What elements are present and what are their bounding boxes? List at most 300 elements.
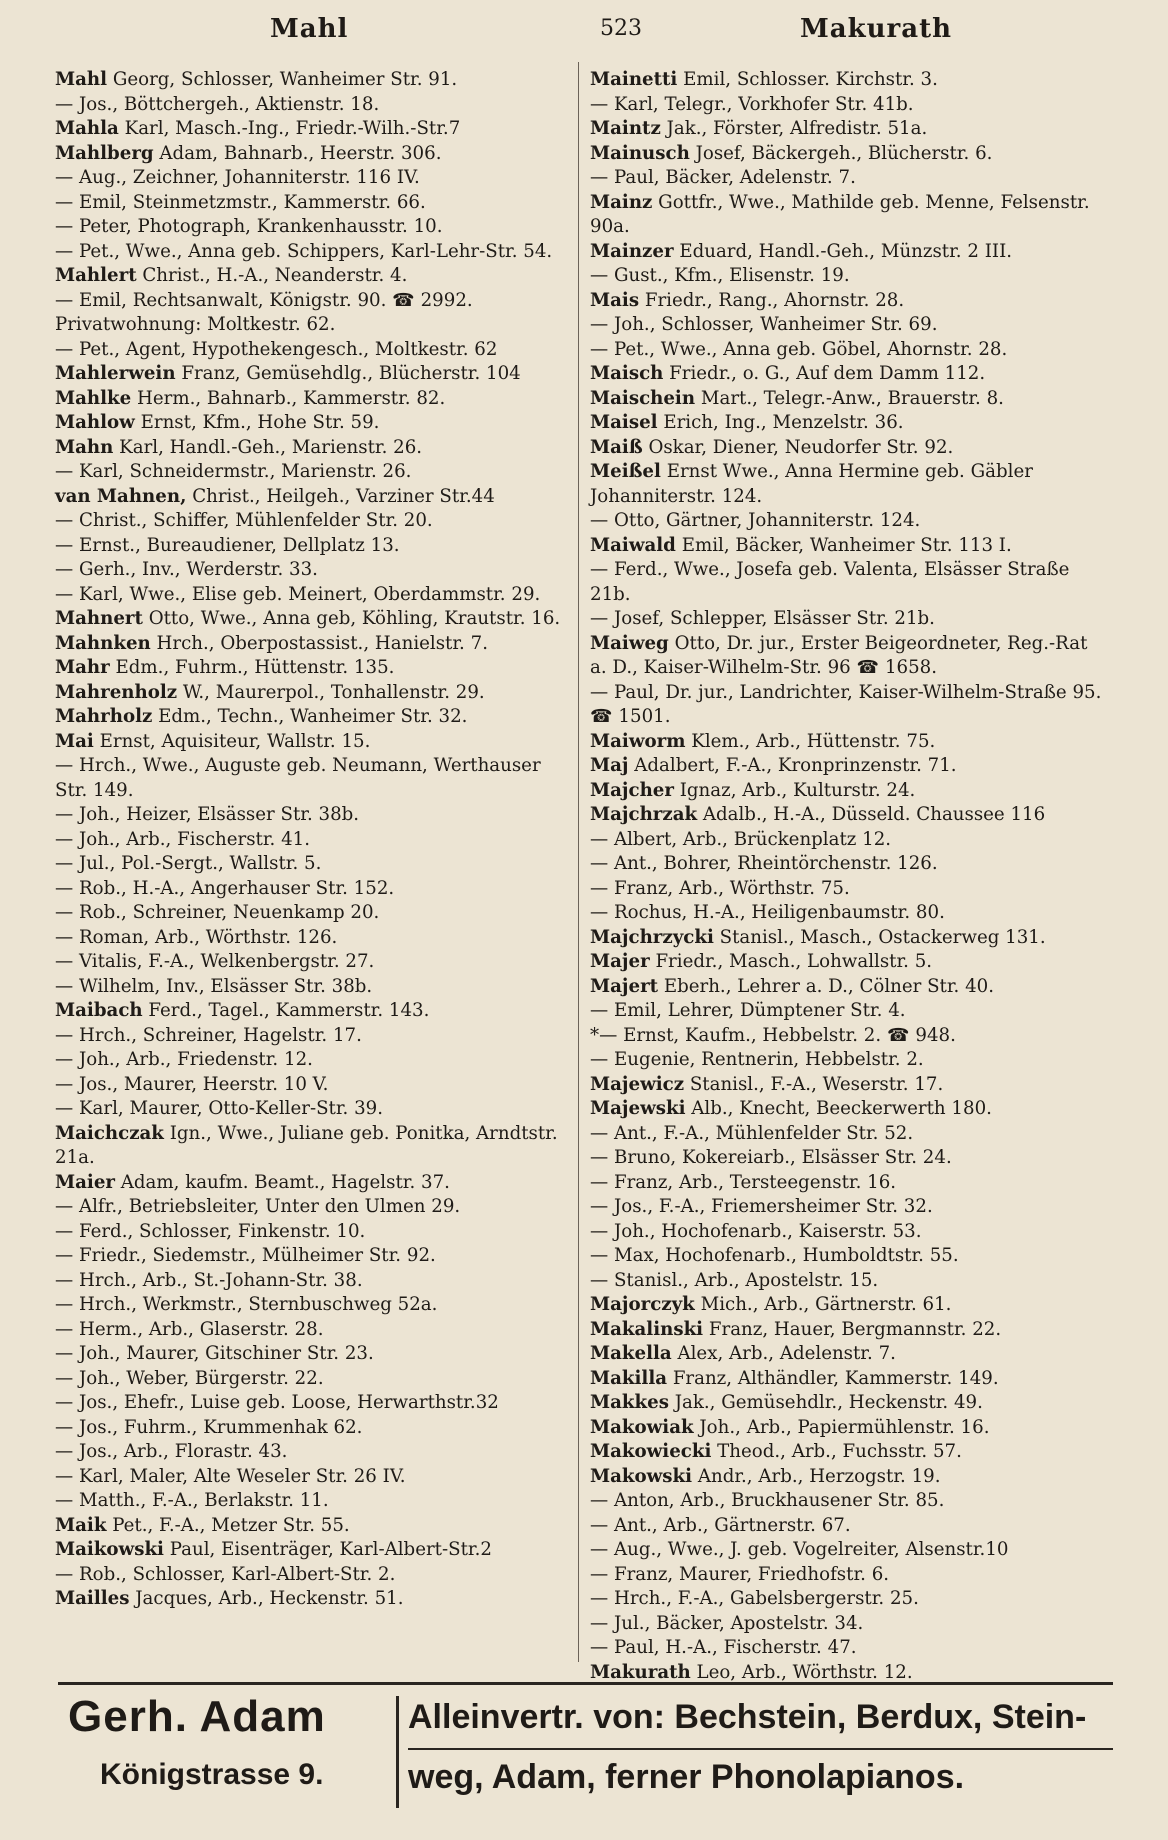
directory-entry	[55, 583, 570, 608]
entry-details: — Wilhelm, Inv., Elsässer Str. 38b.	[55, 975, 373, 997]
entry-details: Jacques, Arb., Heckenstr. 51.	[129, 1588, 404, 1609]
directory-entry	[55, 215, 570, 240]
directory-entry	[55, 1440, 570, 1465]
page-number: 523	[600, 16, 642, 41]
entry-surname: Makalinski	[590, 1318, 704, 1340]
directory-entry	[55, 142, 570, 167]
directory-entry	[590, 950, 1105, 975]
entry-surname: Makowski	[590, 1465, 693, 1487]
entry-surname: Makella	[590, 1343, 672, 1364]
entry-surname: Maikowski	[55, 1539, 164, 1560]
directory-entry	[590, 558, 1105, 607]
directory-entry	[590, 1514, 1105, 1539]
entry-details: — Ernst., Bureaudiener, Dellplatz 13.	[55, 534, 400, 556]
directory-entry	[55, 1538, 570, 1563]
directory-entry	[590, 1195, 1105, 1220]
directory-entry	[55, 436, 570, 461]
entry-details: — Hrch., F.-A., Gabelsbergerstr. 25.	[590, 1588, 919, 1609]
entry-surname: Maisch	[590, 363, 664, 384]
entry-details: Ernst Wwe., Anna Hermine geb. Gäbler Johanniterstr. 124.	[590, 461, 1033, 507]
entry-surname: Mahl	[55, 69, 108, 90]
directory-entry	[55, 1244, 570, 1269]
directory-entry	[55, 1391, 570, 1416]
directory-entry	[55, 93, 570, 118]
directory-entry	[55, 1293, 570, 1318]
directory-entry	[590, 1587, 1105, 1612]
entry-details: — Eugenie, Rentnerin, Hebbelstr. 2.	[590, 1049, 924, 1070]
directory-entry	[590, 68, 1105, 93]
entry-surname: Majorczyk	[590, 1294, 695, 1315]
entry-details: — Emil, Lehrer, Dümptener Str. 4.	[590, 1000, 906, 1021]
entry-surname: Maiweg	[590, 632, 669, 654]
entry-details: Pet., F.-A., Metzer Str. 55.	[106, 1514, 350, 1536]
advertisement-divider	[396, 1696, 399, 1808]
entry-details: Mart., Telegr.-Anw., Brauerstr. 8.	[695, 387, 1004, 409]
directory-entry	[590, 852, 1105, 877]
entry-surname: Mahrenholz	[55, 681, 178, 703]
directory-entry	[590, 1048, 1105, 1073]
directory-entry	[590, 877, 1105, 902]
directory-entry	[55, 926, 570, 951]
entry-details: — Karl, Maler, Alte Weseler Str. 26 IV.	[55, 1465, 406, 1487]
entry-surname: Mailles	[55, 1588, 130, 1609]
directory-entry	[55, 607, 570, 632]
directory-entry	[590, 1024, 1105, 1049]
directory-entry	[590, 1146, 1105, 1171]
directory-entry	[55, 950, 570, 975]
entry-details: — Hrch., Werkmstr., Sternbuschweg 52a.	[55, 1294, 438, 1315]
entry-surname: Mahlke	[55, 387, 132, 409]
directory-entry	[55, 68, 570, 93]
directory-entry	[590, 1636, 1105, 1661]
directory-entry	[55, 460, 570, 485]
entry-details: Ign., Wwe., Juliane geb. Ponitka, Arndtstr. 21a.	[55, 1122, 558, 1168]
entry-details: Gottfr., Wwe., Mathilde geb. Menne, Felsenstr. 90a.	[590, 191, 1090, 237]
entry-details: — Gust., Kfm., Elisenstr. 19.	[590, 265, 850, 286]
directory-entry	[590, 240, 1105, 265]
entry-details: — Herm., Arb., Glaserstr. 28.	[55, 1318, 324, 1340]
entry-details: — Roman, Arb., Wörthstr. 126.	[55, 926, 338, 948]
directory-entry	[590, 1293, 1105, 1318]
directory-entry	[55, 803, 570, 828]
entry-details: Eberh., Lehrer a. D., Cölner Str. 40.	[658, 975, 995, 997]
column-divider	[578, 62, 579, 1662]
advertisement-top-rule	[58, 1682, 1113, 1685]
entry-details: — Hrch., Wwe., Auguste geb. Neumann, Werthauser Str. 149.	[55, 755, 541, 801]
entry-details: Otto, Wwe., Anna geb, Köhling, Krautstr. 16.	[142, 608, 561, 629]
entry-details: — Paul, H.-A., Fischerstr. 47.	[590, 1637, 857, 1658]
entry-surname: Mainusch	[590, 142, 690, 164]
advertisement-line-2: weg, Adam, ferner Phonolapianos.	[408, 1758, 965, 1796]
directory-entry	[590, 1612, 1105, 1637]
entry-surname: Majewski	[590, 1098, 686, 1119]
entry-details: — Jos., F.-A., Friemersheimer Str. 32.	[590, 1196, 933, 1217]
directory-entry	[55, 1587, 570, 1612]
entry-surname: Majchrzycki	[590, 926, 714, 948]
entry-surname: Makilla	[590, 1367, 668, 1389]
entry-surname: Mahrholz	[55, 706, 153, 727]
entry-details: — Aug., Wwe., J. geb. Vogelreiter, Alsenstr.10	[590, 1539, 1009, 1560]
directory-entry	[590, 1073, 1105, 1098]
directory-entry	[590, 1489, 1105, 1514]
entry-details: — Pet., Wwe., Anna geb. Göbel, Ahornstr. 28.	[590, 338, 1008, 360]
entry-details: — Franz, Arb., Tersteegenstr. 16.	[590, 1171, 897, 1193]
entry-surname: Maisel	[590, 412, 658, 433]
entry-surname: Mahnken	[55, 632, 151, 654]
entry-details: Franz, Althändler, Kammerstr. 149.	[667, 1367, 999, 1389]
directory-entry	[55, 852, 570, 877]
directory-entry	[55, 730, 570, 755]
entry-details: Franz, Gemüsehdlg., Blücherstr. 104	[175, 363, 521, 384]
entry-details: — Jos., Arb., Florastr. 43.	[55, 1441, 288, 1462]
entry-details: — Franz, Maurer, Friedhofstr. 6.	[590, 1563, 890, 1585]
directory-entry	[590, 1538, 1105, 1563]
running-head	[55, 14, 1113, 56]
entry-details: — Joh., Arb., Fischerstr. 41.	[55, 828, 311, 850]
entry-surname: Maibach	[55, 1000, 143, 1021]
entry-details: — Joh., Weber, Bürgerstr. 22.	[55, 1367, 324, 1389]
directory-entry	[590, 975, 1105, 1000]
entry-details: — Rochus, H.-A., Heiligenbaumstr. 80.	[590, 902, 945, 923]
directory-entry	[590, 117, 1105, 142]
entry-details: Emil, Bäcker, Wanheimer Str. 113 I.	[675, 534, 1012, 556]
directory-entry	[55, 877, 570, 902]
directory-entry	[55, 1563, 570, 1588]
entry-details: — Joh., Arb., Friedenstr. 12.	[55, 1049, 313, 1070]
directory-entry	[590, 681, 1105, 730]
directory-entry	[55, 166, 570, 191]
entry-surname: Mahnert	[55, 608, 143, 629]
directory-entry	[590, 411, 1105, 436]
entry-details: Alex, Arb., Adelenstr. 7.	[671, 1343, 896, 1364]
entry-details: — Jos., Maurer, Heerstr. 10 V.	[55, 1073, 329, 1095]
directory-entry	[55, 240, 570, 265]
entry-details: Adalb., H.-A., Düsseld. Chaussee 116	[697, 804, 1046, 825]
entry-surname: Maischein	[590, 387, 696, 409]
directory-entry	[55, 681, 570, 706]
directory-entry	[590, 632, 1105, 681]
entry-details: — Rob., Schreiner, Neuenkamp 20.	[55, 902, 380, 923]
entry-details: — Karl, Wwe., Elise geb. Meinert, Oberdammstr. 29.	[55, 583, 541, 605]
entry-surname: Maiß	[590, 436, 643, 458]
entry-details: W., Maurerpol., Tonhallenstr. 29.	[177, 681, 485, 703]
entry-surname: Majer	[590, 951, 650, 972]
entry-details: Karl, Handl.-Geh., Marienstr. 26.	[113, 436, 423, 458]
directory-entry	[590, 1465, 1105, 1490]
directory-entry	[590, 754, 1105, 779]
entry-surname: Maik	[55, 1514, 107, 1536]
directory-entry	[55, 1171, 570, 1196]
directory-entry	[55, 1122, 570, 1171]
entry-details: Franz, Hauer, Bergmannstr. 22.	[703, 1318, 1002, 1340]
entry-details: Joh., Arb., Papiermühlenstr. 16.	[693, 1416, 990, 1438]
directory-entry	[590, 926, 1105, 951]
entry-surname: Majert	[590, 975, 659, 997]
directory-entry	[590, 1122, 1105, 1147]
entry-surname: Maj	[590, 755, 629, 776]
directory-entry	[590, 338, 1105, 363]
entry-surname: Mainzer	[590, 240, 674, 262]
directory-entry	[590, 803, 1105, 828]
entry-details: — Pet., Wwe., Anna geb. Schippers, Karl-Lehr-Str. 54.	[55, 240, 553, 262]
entry-surname: Mahlert	[55, 265, 137, 286]
entry-details: — Karl, Telegr., Vorkhofer Str. 41b.	[590, 93, 914, 115]
directory-entry	[590, 534, 1105, 559]
directory-entry	[590, 1318, 1105, 1343]
entry-details: — Josef, Schlepper, Elsässer Str. 21b.	[590, 608, 935, 629]
directory-entry	[55, 338, 570, 363]
entry-surname: Mainz	[590, 191, 653, 213]
directory-entry	[590, 1244, 1105, 1269]
directory-entry	[590, 509, 1105, 534]
entry-details: Jak., Förster, Alfredistr. 51a.	[660, 118, 928, 139]
entry-surname: Makowiak	[590, 1416, 694, 1438]
entry-surname: Mahr	[55, 657, 110, 678]
entry-surname: Maichczak	[55, 1122, 164, 1144]
directory-entry	[55, 509, 570, 534]
entry-surname: Majewicz	[590, 1073, 685, 1095]
running-head-left: Mahl	[270, 14, 349, 44]
entry-details: Stanisl., Masch., Ostackerweg 131.	[713, 926, 1046, 948]
entry-details: Ernst, Aquisiteur, Wallstr. 15.	[93, 730, 371, 752]
entry-details: Emil, Schlosser. Kirchstr. 3.	[677, 69, 938, 90]
directory-entry	[590, 313, 1105, 338]
entry-details: Oskar, Diener, Neudorfer Str. 92.	[642, 436, 954, 458]
entry-details: — Paul, Bäcker, Adelenstr. 7.	[590, 167, 856, 188]
entry-details: — Karl, Schneidermstr., Marienstr. 26.	[55, 461, 412, 482]
entry-surname: Makurath	[590, 1661, 691, 1683]
entry-details: Friedr., o. G., Auf dem Damm 112.	[663, 363, 986, 384]
entry-details: Karl, Masch.-Ing., Friedr.-Wilh.-Str.7	[118, 118, 461, 139]
entry-details: Christ., Heilgeh., Varziner Str.44	[186, 485, 495, 507]
directory-entry	[55, 191, 570, 216]
entry-details: Paul, Eisenträger, Karl-Albert-Str.2	[163, 1539, 492, 1560]
entry-details: — Vitalis, F.-A., Welkenbergstr. 27.	[55, 951, 375, 972]
entry-details: — Rob., Schlosser, Karl-Albert-Str. 2.	[55, 1563, 396, 1585]
entry-details: Klem., Arb., Hüttenstr. 75.	[685, 730, 936, 752]
entry-details: — Jos., Böttchergeh., Aktienstr. 18.	[55, 93, 380, 115]
entry-surname: Mahlberg	[55, 142, 154, 164]
entry-details: — Hrch., Arb., St.-Johann-Str. 38.	[55, 1269, 363, 1291]
entry-surname: Mahlow	[55, 412, 135, 433]
entry-details: — Alfr., Betriebsleiter, Unter den Ulmen 29.	[55, 1196, 461, 1217]
entry-details: Ernst, Kfm., Hohe Str. 59.	[134, 412, 380, 433]
advertisement-name: Gerh. Adam	[68, 1692, 326, 1741]
right-column-list	[590, 68, 1105, 1685]
directory-entry	[590, 730, 1105, 755]
entry-details: Friedr., Masch., Lohwallstr. 5.	[649, 951, 933, 972]
directory-entry	[590, 1416, 1105, 1441]
entry-surname: Mais	[590, 289, 640, 311]
directory-entry	[55, 1465, 570, 1490]
entry-surname: Mahn	[55, 436, 114, 458]
entry-surname: Majcher	[590, 779, 674, 801]
directory-entry	[55, 411, 570, 436]
entry-details: Eduard, Handl.-Geh., Münzstr. 2 III.	[673, 240, 1013, 262]
entry-surname: Maiworm	[590, 730, 686, 752]
entry-details: Adam, Bahnarb., Heerstr. 306.	[153, 142, 442, 164]
right-column	[590, 68, 1105, 1683]
directory-entry	[590, 779, 1105, 804]
directory-entry	[55, 901, 570, 926]
entry-surname: Mainetti	[590, 69, 678, 90]
directory-entry	[590, 93, 1105, 118]
entry-details: Alb., Knecht, Beeckerwerth 180.	[685, 1098, 992, 1119]
directory-entry	[590, 828, 1105, 853]
left-column	[55, 68, 570, 1668]
directory-entry	[590, 1391, 1105, 1416]
directory-entry	[55, 1269, 570, 1294]
entry-details: — Friedr., Siedemstr., Mülheimer Str. 92.	[55, 1245, 436, 1266]
directory-entry	[55, 264, 570, 289]
entry-details: — Joh., Heizer, Elsässer Str. 38b.	[55, 804, 360, 825]
left-column-list	[55, 68, 570, 1612]
entry-details: Friedr., Rang., Ahornstr. 28.	[639, 289, 905, 311]
entry-surname: Maintz	[590, 118, 661, 139]
directory-entry	[55, 534, 570, 559]
entry-details: — Emil, Steinmetzmstr., Kammerstr. 66.	[55, 191, 426, 213]
entry-details: — Joh., Maurer, Gitschiner Str. 23.	[55, 1343, 374, 1364]
entry-details: — Hrch., Schreiner, Hagelstr. 17.	[55, 1024, 362, 1046]
entry-details: — Jul., Pol.-Sergt., Wallstr. 5.	[55, 853, 322, 874]
entry-details: — Ant., Bohrer, Rheintörchenstr. 126.	[590, 853, 938, 874]
directory-entry	[55, 1048, 570, 1073]
directory-entry	[590, 191, 1105, 240]
entry-details: Theod., Arb., Fuchsstr. 57.	[711, 1441, 962, 1462]
entry-surname: Majchrzak	[590, 804, 698, 825]
entry-surname: Maiwald	[590, 534, 676, 556]
advertisement	[58, 1692, 1113, 1822]
directory-entry	[590, 436, 1105, 461]
entry-details: Ferd., Tagel., Kammerstr. 143.	[142, 1000, 430, 1021]
entry-surname: Meißel	[590, 461, 661, 482]
entry-details: — Paul, Dr. jur., Landrichter, Kaiser-Wilhelm-Straße 95. ☎ 1501.	[590, 681, 1102, 727]
entry-details: — Ant., F.-A., Mühlenfelder Str. 52.	[590, 1122, 914, 1144]
entry-details: — Max, Hochofenarb., Humboldtstr. 55.	[590, 1245, 959, 1266]
entry-details: Andr., Arb., Herzogstr. 19.	[692, 1465, 941, 1487]
directory-entry	[590, 999, 1105, 1024]
directory-entry	[55, 656, 570, 681]
directory-entry	[590, 362, 1105, 387]
entry-details: *— Ernst, Kaufm., Hebbelstr. 2. ☎ 948.	[590, 1024, 956, 1046]
entry-details: Georg, Schlosser, Wanheimer Str. 91.	[107, 69, 458, 90]
entry-details: — Christ., Schiffer, Mühlenfelder Str. 20.	[55, 510, 433, 531]
entry-details: — Ant., Arb., Gärtnerstr. 67.	[590, 1514, 851, 1536]
entry-details: Adalbert, F.-A., Kronprinzenstr. 71.	[628, 755, 957, 776]
directory-entry	[55, 1342, 570, 1367]
directory-entry	[55, 558, 570, 583]
entry-details: Jak., Gemüsehdlr., Heckenstr. 49.	[668, 1392, 983, 1413]
directory-entry	[590, 901, 1105, 926]
entry-details: — Rob., H.-A., Angerhauser Str. 152.	[55, 877, 395, 899]
entry-details: — Pet., Agent, Hypothekengesch., Moltkestr. 62	[55, 338, 498, 360]
directory-entry	[590, 289, 1105, 314]
directory-entry	[55, 1318, 570, 1343]
directory-entry	[55, 362, 570, 387]
directory-entry	[590, 1440, 1105, 1465]
entry-surname: Mahla	[55, 118, 119, 139]
directory-entry	[55, 289, 570, 338]
directory-entry	[590, 387, 1105, 412]
entry-surname: Mai	[55, 730, 94, 752]
advertisement-line-rule	[408, 1748, 1113, 1750]
entry-details: — Otto, Gärtner, Johanniterstr. 124.	[590, 510, 921, 531]
directory-entry	[590, 1269, 1105, 1294]
directory-entry	[55, 1097, 570, 1122]
directory-entry	[590, 1342, 1105, 1367]
entry-surname: Maier	[55, 1171, 115, 1193]
entry-details: — Albert, Arb., Brückenplatz 12.	[590, 828, 892, 850]
entry-details: — Jos., Fuhrm., Krummenhak 62.	[55, 1416, 363, 1438]
entry-surname: Mahlerwein	[55, 363, 176, 384]
entry-details: — Jul., Bäcker, Apostelstr. 34.	[590, 1612, 864, 1634]
directory-entry	[55, 387, 570, 412]
entry-details: Adam, kaufm. Beamt., Hagelstr. 37.	[114, 1171, 450, 1193]
entry-details: — Peter, Photograph, Krankenhausstr. 10.	[55, 216, 443, 237]
directory-entry	[55, 828, 570, 853]
directory-entry	[590, 166, 1105, 191]
entry-details: Josef, Bäckergeh., Blücherstr. 6.	[689, 142, 993, 164]
directory-entry	[55, 1514, 570, 1539]
directory-entry	[55, 1416, 570, 1441]
advertisement-address: Königstrasse 9.	[100, 1758, 324, 1791]
entry-details: Leo, Arb., Wörthstr. 12.	[690, 1661, 913, 1683]
entry-details: Christ., H.-A., Neanderstr. 4.	[136, 265, 408, 286]
directory-entry	[55, 999, 570, 1024]
entry-details: — Ferd., Schlosser, Finkenstr. 10.	[55, 1220, 366, 1242]
entry-details: — Aug., Zeichner, Johanniterstr. 116 IV.	[55, 167, 420, 188]
entry-details: Ignaz, Arb., Kulturstr. 24.	[673, 779, 916, 801]
entry-details: Hrch., Oberpostassist., Hanielstr. 7.	[150, 632, 488, 654]
entry-details: — Jos., Ehefr., Luise geb. Loose, Herwarthstr.32	[55, 1392, 499, 1413]
directory-entry	[55, 117, 570, 142]
entry-details: — Stanisl., Arb., Apostelstr. 15.	[590, 1269, 879, 1291]
directory-entry	[55, 705, 570, 730]
entry-details: Edm., Techn., Wanheimer Str. 32.	[152, 706, 468, 727]
entry-details: — Bruno, Kokereiarb., Elsässer Str. 24.	[590, 1147, 952, 1168]
entry-details: Stanisl., F.-A., Weserstr. 17.	[684, 1073, 944, 1095]
directory-entry	[590, 607, 1105, 632]
running-head-right: Makurath	[800, 14, 953, 44]
directory-entry	[590, 460, 1105, 509]
advertisement-line-1: Alleinvertr. von: Bechstein, Berdux, Stein-	[408, 1698, 1087, 1736]
entry-details: Erich, Ing., Menzelstr. 36.	[657, 412, 904, 433]
directory-entry	[55, 632, 570, 657]
directory-entry	[55, 1489, 570, 1514]
entry-details: Mich., Arb., Gärtnerstr. 61.	[694, 1294, 952, 1315]
directory-entry	[55, 754, 570, 803]
entry-surname: Makkes	[590, 1392, 669, 1413]
entry-surname: van Mahnen,	[55, 485, 187, 507]
directory-entry	[55, 1367, 570, 1392]
directory-entry	[55, 485, 570, 510]
entry-details: — Joh., Hochofenarb., Kaiserstr. 53.	[590, 1220, 922, 1242]
entry-details: Herm., Bahnarb., Kammerstr. 82.	[131, 387, 446, 409]
entry-details: — Emil, Rechtsanwalt, Königstr. 90. ☎ 2992. Privatwohnung: Moltkestr. 62.	[55, 289, 473, 335]
directory-entry	[590, 1367, 1105, 1392]
entry-details: — Joh., Schlosser, Wanheimer Str. 69.	[590, 314, 938, 335]
entry-details: — Gerh., Inv., Werderstr. 33.	[55, 559, 318, 580]
entry-details: — Franz, Arb., Wörthstr. 75.	[590, 877, 850, 899]
entry-surname: Makowiecki	[590, 1441, 712, 1462]
entry-details: — Matth., F.-A., Berlakstr. 11.	[55, 1490, 329, 1511]
entry-details: — Ferd., Wwe., Josefa geb. Valenta, Elsässer Straße 21b.	[590, 559, 1070, 605]
entry-details: — Anton, Arb., Bruckhausener Str. 85.	[590, 1490, 945, 1511]
directory-entry	[590, 1220, 1105, 1245]
directory-entry	[55, 1220, 570, 1245]
directory-entry	[55, 1195, 570, 1220]
directory-entry	[590, 1171, 1105, 1196]
